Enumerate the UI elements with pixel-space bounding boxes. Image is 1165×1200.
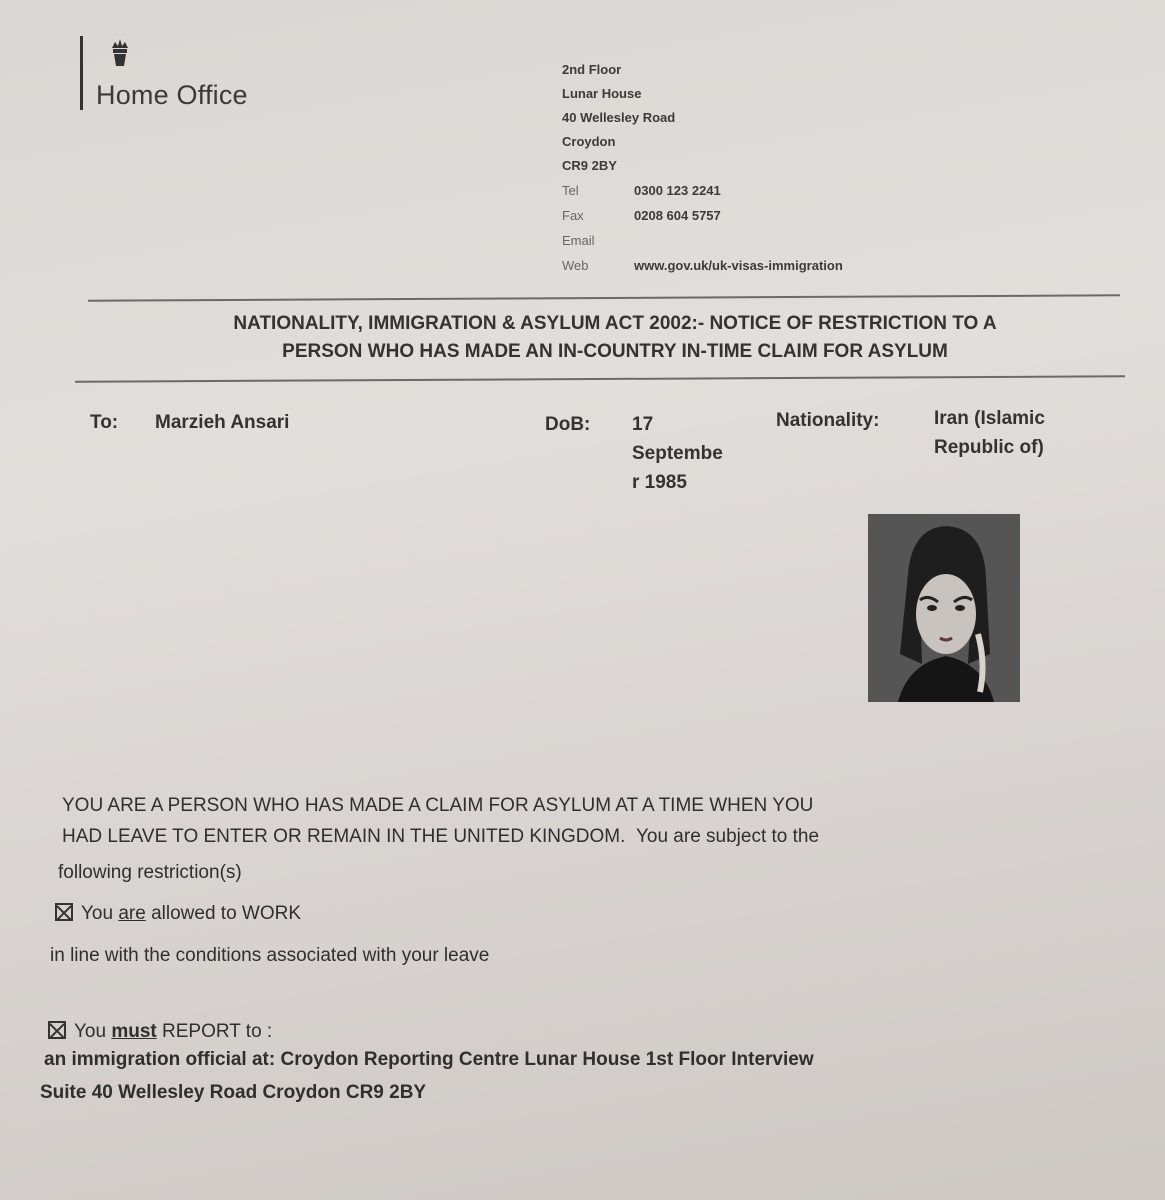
recipient-name: Marzieh Ansari <box>155 412 290 433</box>
report-official-label: an immigration official at: <box>44 1049 276 1070</box>
dob-line: Septembe <box>632 443 723 464</box>
report-suffix: REPORT to : <box>162 1021 273 1042</box>
contact-value: 0300 123 2241 <box>634 183 721 198</box>
statement-line-2-rest: You are subject to the <box>635 826 820 847</box>
contact-block <box>562 178 843 278</box>
nationality-label: Nationality: <box>776 410 880 431</box>
statement-line-3: following restriction(s) <box>58 862 242 883</box>
report-location-line-1 <box>44 1044 814 1075</box>
dob-line: 17 <box>632 414 654 435</box>
work-emphasis: are <box>118 903 146 924</box>
address-line: 2nd Floor <box>562 62 622 77</box>
applicant-photo <box>868 514 1020 702</box>
report-restriction <box>48 1016 272 1047</box>
contact-label: Email <box>562 233 595 248</box>
checked-box-icon <box>55 903 73 921</box>
nationality-line: Republic of) <box>934 437 1044 458</box>
work-prefix: You <box>81 903 114 924</box>
contact-label: Tel <box>562 183 579 198</box>
address-line: Lunar House <box>562 86 642 101</box>
contact-value: www.gov.uk/uk-visas-immigration <box>634 258 843 273</box>
contact-row-web <box>562 253 843 278</box>
dob-label: DoB: <box>545 414 591 435</box>
notice-title <box>110 310 1120 366</box>
address-line: CR9 2BY <box>562 158 617 173</box>
divider-top <box>88 294 1120 301</box>
contact-row-tel <box>562 178 843 203</box>
contact-label: Web <box>562 258 589 273</box>
portrait-image <box>868 514 1020 702</box>
address-line: 40 Wellesley Road <box>562 110 676 125</box>
contact-row-fax <box>562 203 843 228</box>
notice-title-line: PERSON WHO HAS MADE AN IN-COUNTRY IN-TIME CLAIM FOR ASYLUM <box>282 341 948 362</box>
report-prefix: You <box>74 1021 107 1042</box>
nationality-line: Iran (Islamic <box>934 408 1045 429</box>
crown-crest-icon <box>108 36 132 70</box>
dob-line: r 1985 <box>632 472 687 493</box>
address-line: Croydon <box>562 134 616 149</box>
department-name: Home Office <box>96 80 248 110</box>
nationality-value <box>934 404 1045 462</box>
checked-box-icon <box>48 1021 66 1039</box>
statement-line-2 <box>62 821 819 852</box>
contact-label: Fax <box>562 208 584 223</box>
work-suffix: allowed to WORK <box>151 903 302 924</box>
to-label: To: <box>90 412 119 433</box>
work-note: in line with the conditions associated with your leave <box>50 945 490 966</box>
report-emphasis: must <box>111 1021 157 1042</box>
divider-bottom <box>75 375 1125 382</box>
contact-value: 0208 604 5757 <box>634 208 721 223</box>
address-block <box>562 58 675 178</box>
logo-bar <box>80 36 83 110</box>
contact-row-email <box>562 228 843 253</box>
report-centre: Croydon Reporting Centre Lunar House 1st Floor Interview <box>280 1049 814 1070</box>
work-restriction <box>55 898 301 929</box>
report-location-line-2: Suite 40 Wellesley Road Croydon CR9 2BY <box>40 1082 427 1103</box>
dob-value <box>632 410 723 497</box>
statement-line-2-caps: HAD LEAVE TO ENTER OR REMAIN IN THE UNITED KINGDOM. <box>62 826 626 847</box>
statement-line-1: YOU ARE A PERSON WHO HAS MADE A CLAIM FOR ASYLUM AT A TIME WHEN YOU <box>62 795 814 816</box>
notice-title-line: NATIONALITY, IMMIGRATION & ASYLUM ACT 2002:- NOTICE OF RESTRICTION TO A <box>233 313 997 334</box>
